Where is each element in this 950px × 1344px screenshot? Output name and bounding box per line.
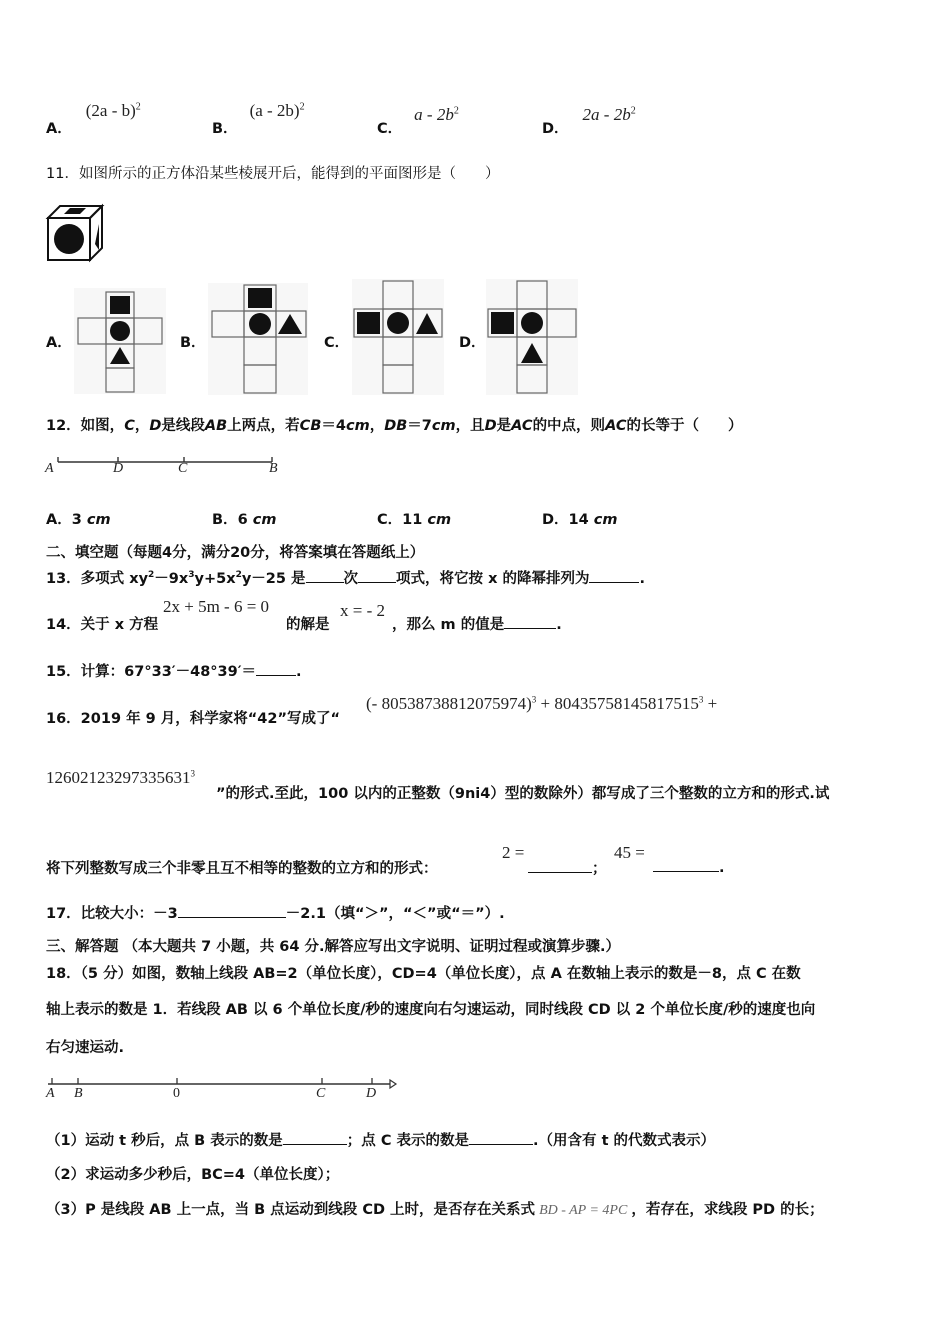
text: 项式，将它按 x 的降幂排列为 [396,571,590,587]
point-a-label: A [45,461,54,476]
q16-expr-line1 [366,694,717,714]
q18-line1: 18．（5 分）如图，数轴上线段 AB=2（单位长度），CD=4（单位长度），点 A 在数轴上表示的数是－8，点 C 在数 [46,966,801,982]
answer-blank[interactable] [528,858,592,873]
axis-label-a: A [46,1086,55,1101]
answer-blank[interactable] [653,857,719,872]
cube-circle-icon [54,224,84,254]
q16-blank2 [653,857,725,876]
q18-sub2: （2）求运动多少秒后，BC=4（单位长度）； [46,1167,340,1183]
option-unit: cm [427,512,452,528]
text: 是线段 [161,418,205,434]
text: AC [605,418,627,434]
text: cm [431,418,456,434]
text: 13．多项式 xy [46,571,149,587]
square-icon [491,312,514,334]
option-label: D． [542,512,569,528]
text: . [719,860,725,876]
text: 上两点，若 [227,418,300,434]
text: ，那么 m 的值是 [392,617,505,633]
answer-blank[interactable] [469,1130,533,1145]
arrow-right-icon [390,1080,396,1088]
text: 2 [235,570,242,581]
q18-expression: BD - AP = 4PC [539,1203,628,1218]
axis-label-0: 0 [173,1086,180,1101]
text: 3 [698,694,704,705]
net-option-b [208,283,308,395]
option-unit: cm [252,512,277,528]
text: 12602123297335631 [46,768,191,787]
q12-option-c [377,508,451,529]
option-expr: (a - 2b) [249,101,300,120]
text: cm [345,418,370,434]
q14-equation: 2x + 5m - 6 = 0 [163,597,270,616]
text: . [296,664,302,680]
point-c-label: C [178,461,188,476]
q16-blank1 [528,857,607,878]
option-label: C． [377,121,403,137]
net-option-c [352,279,444,395]
q17-text [46,902,505,923]
answer-blank[interactable] [504,614,556,629]
text: 17．比较大小：－3 [46,906,178,922]
cube-triangle-icon [95,224,99,250]
option-sup: 2 [299,101,305,113]
option-unit: cm [593,512,618,528]
option-label: C． [377,512,403,528]
option-value: 11 [402,512,423,528]
cube-top-square-icon [64,208,86,214]
option-expr: a - 2b [414,105,454,124]
text: y－25 是 [241,571,306,587]
square-icon [357,312,380,334]
net-option-a [74,288,166,394]
option-expr: (2a - b) [85,101,136,120]
text: －2.1（填“＞”，“＜”或“＝”）. [285,906,505,922]
answer-blank[interactable] [358,568,396,583]
q16-expr-line2 [46,768,195,788]
text: (- 80538738812075974) [366,694,532,713]
q16-eq1: 2 = [502,843,525,862]
q14-prefix: 14．关于 x 方程 [46,617,159,633]
answer-blank[interactable] [256,661,296,676]
q18-line2: 轴上表示的数是 1．若线段 AB 以 6 个单位长度/秒的速度向右匀速运动，同时线段 CD 以 2 个单位长度/秒的速度也向 [46,1002,816,1018]
q11-text: 11．如图所示的正方体沿某些棱展开后，能得到的平面图形是（ ） [46,166,500,182]
circle-icon [249,313,271,335]
q10-option-d [542,104,636,137]
text: DB [384,418,408,434]
text: 的中点，则 [532,418,606,434]
net-option-d [486,279,578,395]
q13-text [46,567,645,588]
text: 2 [148,570,155,581]
section-3-heading: 三、解答题 （本大题共 7 小题，共 64 分.解答应写出文字说明、证明过程或演算步骤.） [46,939,621,955]
text: .（用含有 t 的代数式表示） [533,1133,716,1149]
option-label: B． [212,121,238,137]
square-icon [248,288,272,308]
text: 次 [343,571,359,587]
option-label: A． [46,512,72,528]
q10-option-a [46,100,141,137]
q18-sub1 [46,1129,715,1150]
text: （1）运动 t 秒后，点 B 表示的数是 [46,1133,283,1149]
q11-option-d-label: D． [459,335,486,351]
text: . [639,571,645,587]
text: + 80435758145817515 [536,694,699,713]
q16-rest: ”的形式.至此，100 以内的正整数（9ni4）型的数除外）都写成了三个整数的立方和的形式.试 [216,786,830,802]
q16-prefix: 16．2019 年 9 月，科学家将“42”写成了“ [46,711,341,727]
axis-label-b: B [74,1086,83,1101]
text: 15．计算：67°33′－48°39′＝ [46,664,257,680]
text: －9x [154,571,189,587]
text: D [149,418,162,434]
q16-line3: 将下列整数写成三个非零且互不相等的整数的立方和的形式： [46,861,438,877]
text: 3 [531,694,537,705]
q11-option-c-label: C． [324,335,350,351]
q12-option-d [542,508,618,529]
number-line-figure [44,1072,404,1094]
q11-option-a-label: A． [46,335,72,351]
text: 3 [190,768,195,779]
text: 是 [496,418,512,434]
cube-figure [46,204,106,262]
q16-eq2: 45 = [614,843,645,862]
option-value: 3 [71,512,82,528]
text: 的长等于（ ） [626,418,743,434]
answer-blank[interactable] [306,568,344,583]
option-unit: cm [86,512,111,528]
text: . [556,617,562,633]
option-sup: 2 [453,105,459,117]
q10-option-c [377,104,459,137]
option-value: 6 [237,512,248,528]
answer-blank[interactable] [283,1130,347,1145]
option-label: B． [212,512,238,528]
option-expr: 2a - 2b [582,105,631,124]
option-sup: 2 [630,105,636,117]
option-label: D． [542,121,569,137]
text: C [124,418,135,434]
option-value: 14 [568,512,589,528]
q14-solution: x = - 2 [340,601,385,620]
text: ，且 [455,418,485,434]
section-2-heading: 二、填空题（每题4分，满分20分，将答案填在答题纸上） [46,545,425,561]
circle-icon [110,321,130,341]
q14-suffix [392,613,562,634]
answer-blank[interactable] [589,568,639,583]
text: 3 [188,570,195,581]
text: y+5x [194,571,236,587]
answer-blank[interactable] [178,903,286,918]
text: ， [134,418,150,434]
text: + [703,694,718,713]
q12-option-b [212,508,276,529]
text: ； [592,861,607,877]
q10-option-b [212,100,305,137]
axis-label-d: D [366,1086,377,1101]
point-b-label: B [269,461,278,476]
square-icon [110,296,130,314]
text: AC [511,418,533,434]
text: D [484,418,497,434]
text: ， [369,418,385,434]
text: ；点 C 表示的数是 [346,1133,470,1149]
option-sup: 2 [135,101,141,113]
text: （3）P 是线段 AB 上一点，当 B 点运动到线段 CD 上时，是否存在关系式 [46,1202,536,1218]
q12-text [46,414,742,435]
text: AB [204,418,228,434]
text: 12．如图， [46,418,125,434]
q12-option-a [46,508,111,529]
segment-figure [44,452,284,482]
text: ＝7 [407,418,432,434]
point-d-label: D [113,461,124,476]
text: ，若存在，求线段 PD 的长； [631,1202,824,1218]
circle-icon [387,312,409,334]
circle-icon [521,312,543,334]
q14-mid: 的解是 [286,617,330,633]
option-label: A． [46,121,72,137]
q11-option-b-label: B． [180,335,206,351]
axis-label-c: C [316,1086,326,1101]
q15-text [46,660,302,681]
q18-line3: 右匀速运动. [46,1040,125,1056]
q18-sub3 [46,1198,824,1219]
text: ＝4 [321,418,346,434]
text: CB [299,418,322,434]
